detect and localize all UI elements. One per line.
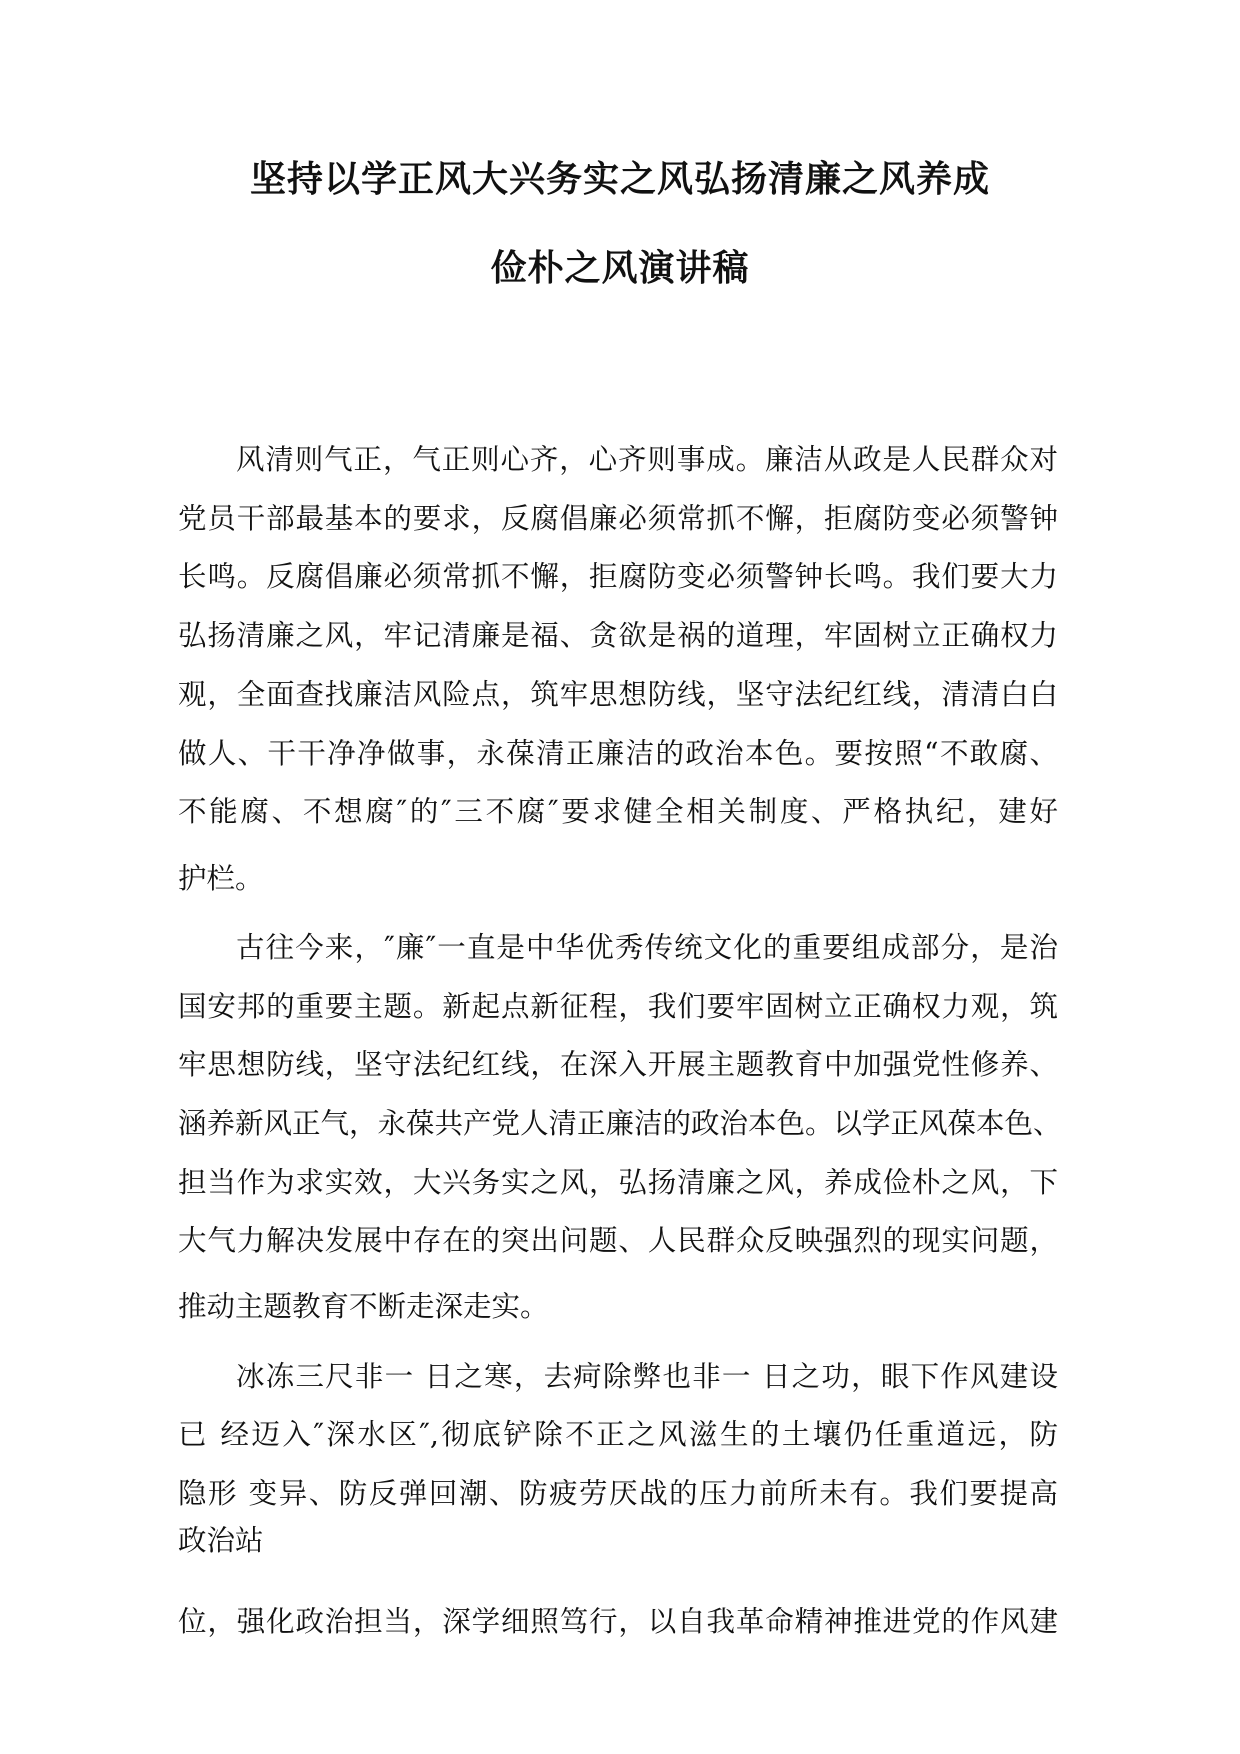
paragraph-3-line-1: 冰冻三尺非一 日之寒，去疴除弊也非一 日之功，眼下作风建设 [236,1360,1058,1393]
paragraph-2-line-2: 国安邦的重要主题。新起点新征程，我们要牢固树立正确权力观，筑 [178,990,1058,1023]
paragraph-1-line-3: 长鸣。反腐倡廉必须常抓不懈，拒腐防变必须警钟长鸣。我们要大力 [178,560,1058,593]
paragraph-1-line-1: 风清则气正，气正则心齐，心齐则事成。廉洁从政是人民群众对 [236,443,1058,476]
document-title-line-2: 俭朴之风演讲稿 [490,248,750,289]
paragraph-1-line-6: 做人、干干净净做事，永葆清正廉洁的政治本色。要按照“不敢腐、 [178,737,1058,770]
paragraph-2-line-6: 大气力解决发展中存在的突出问题、人民群众反映强烈的现实问题， [178,1224,1058,1257]
paragraph-1-line-4: 弘扬清廉之风，牢记清廉是福、贪欲是祸的道理，牢固树立正确权力 [178,619,1058,652]
paragraph-2-line-4: 涵养新风正气，永葆共产党人清正廉洁的政治本色。以学正风葆本色、 [178,1107,1062,1140]
paragraph-2-line-3: 牢思想防线，坚守法纪红线，在深入开展主题教育中加强党性修养、 [178,1048,1058,1081]
paragraph-1-line-7: 不能腐、不想腐″的″三不腐″要求健全相关制度、严格执纪，建好 [178,795,1058,828]
paragraph-3-line-2: 已 经迈入″深水区″,彻底铲除不正之风滋生的土壤仍任重道远，防 [178,1418,1058,1451]
paragraph-1-line-8: 护栏。 [178,862,264,895]
paragraph-3-line-3: 隐形 变异、防反弹回潮、防疲劳厌战的压力前所未有。我们要提高 [178,1477,1058,1510]
paragraph-4-line-1: 位，强化政治担当，深学细照笃行，以自我革命精神推进党的作风建 [178,1605,1058,1638]
paragraph-1-line-2: 党员干部最基本的要求，反腐倡廉必须常抓不懈，拒腐防变必须警钟 [178,502,1058,535]
paragraph-3-line-4: 政治站 [178,1524,264,1557]
paragraph-2-line-7: 推动主题教育不断走深走实。 [178,1290,549,1323]
paragraph-2-line-1: 古往今来，″廉″一直是中华优秀传统文化的重要组成部分，是治 [236,931,1058,964]
document-title-line-1: 坚持以学正风大兴务实之风弘扬清廉之风养成 [249,159,990,200]
paragraph-1-line-5: 观，全面查找廉洁风险点，筑牢思想防线，坚守法纪红线，清清白白 [178,678,1058,711]
paragraph-2-line-5: 担当作为求实效，大兴务实之风，弘扬清廉之风，养成俭朴之风，下 [178,1166,1058,1199]
